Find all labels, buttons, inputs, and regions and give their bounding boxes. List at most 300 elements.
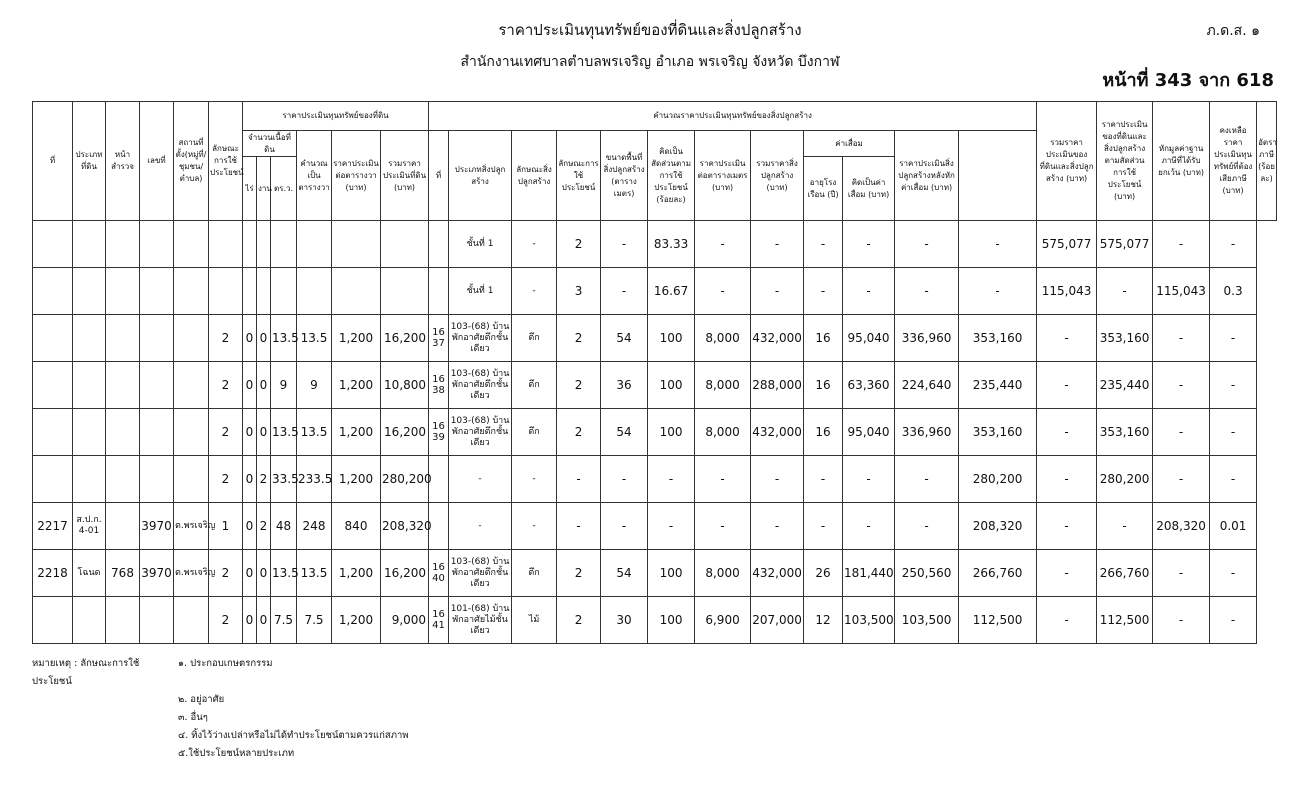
cell-bchar: - [512,456,557,503]
cell-by-usage: - [1037,409,1097,456]
cell-busage: 3 [557,268,601,315]
cell-remain: - [1153,456,1210,503]
cell-rate: - [1210,409,1257,456]
cell-doc-no [140,221,174,268]
col-by-usage: ราคาประเมินของที่ดินและสิ่งปลูกสร้างตามสัดส่วนการใช้ประโยชน์ (บาท) [1097,102,1153,221]
cell-doc-type [73,362,106,409]
cell-bnet: - [895,503,959,550]
cell-rai: 0 [243,362,257,409]
cell-age: 12 [804,597,843,644]
report-title: ราคาประเมินทุนทรัพย์ของที่ดินและสิ่งปลูกสร้าง [498,21,802,39]
cell-age: - [804,268,843,315]
cell-age: 26 [804,550,843,597]
cell-total: 280,200 [959,456,1037,503]
note-item: ๕.ใช้ประโยชน์หลายประเภท [178,748,295,759]
col-bchar: ลักษณะสิ่งปลูกสร้าง [512,131,557,221]
cell-remain: - [1153,550,1210,597]
cell-bprice: - [695,268,751,315]
cell-bprice: - [695,221,751,268]
cell-ngan: 0 [257,597,271,644]
note-item: ๑. ประกอบเกษตรกรรม [178,658,273,669]
cell-bnet: - [895,221,959,268]
cell-bno [429,221,449,268]
cell-bnet: - [895,268,959,315]
cell-busage: 2 [557,409,601,456]
cell-bpct: 100 [648,597,695,644]
cell-busage: 2 [557,597,601,644]
cell-exempt: 575,077 [1097,221,1153,268]
cell-rai [243,221,257,268]
cell-land-total: 10,800 [381,362,429,409]
cell-remain: 208,320 [1153,503,1210,550]
col-sqwa-total: คำนวณเป็นตารางวา [297,131,332,221]
cell-usage: 2 [209,409,243,456]
cell-rate: - [1210,362,1257,409]
cell-btype: 103-(68) บ้านพักอาศัยตึกชั้นเดียว [449,409,512,456]
cell-sqwa-total [297,268,332,315]
cell-bnet: 224,640 [895,362,959,409]
cell-bnet: 103,500 [895,597,959,644]
cell-ngan: 2 [257,456,271,503]
cell-busage: 2 [557,362,601,409]
cell-survey-page [106,409,140,456]
cell-doc-no [140,456,174,503]
cell-land-total: 16,200 [381,409,429,456]
cell-bpct: 83.33 [648,221,695,268]
cell-bchar: ไม้ [512,597,557,644]
cell-location [174,456,209,503]
cell-usage: 2 [209,456,243,503]
col-land-total: รวมราคาประเมินที่ดิน (บาท) [381,131,429,221]
cell-survey-page [106,597,140,644]
cell-dep: - [843,268,895,315]
cell-bno: 16 39 [429,409,449,456]
note-item: ๒. อยู่อาศัย [178,694,225,705]
cell-doc-no: 3970 [140,503,174,550]
cell-bpct: 100 [648,315,695,362]
cell-rai: 0 [243,409,257,456]
col-busage: ลักษณะการใช้ประโยชน์ [557,131,601,221]
cell-sqwa-total [297,221,332,268]
cell-by-usage: 575,077 [1037,221,1097,268]
col-remain: คงเหลือราคาประเมินทุนทรัพย์ที่ต้องเสียภาษี (บาท) [1210,102,1257,221]
cell-no [33,315,73,362]
cell-busage: 2 [557,550,601,597]
cell-survey-page [106,268,140,315]
cell-no [33,268,73,315]
cell-bchar: ตึก [512,315,557,362]
cell-bprice: 6,900 [695,597,751,644]
cell-no: 2218 [33,550,73,597]
cell-barea: 54 [601,409,648,456]
cell-bvalue: 288,000 [751,362,804,409]
cell-bprice: 8,000 [695,550,751,597]
cell-survey-page [106,362,140,409]
cell-wa: 7.5 [271,597,297,644]
cell-wa [271,221,297,268]
cell-doc-no [140,362,174,409]
col-bpct: คิดเป็นสัดส่วนตามการใช้ประโยชน์ (ร้อยละ) [648,131,695,221]
cell-sqwa-total: 13.5 [297,315,332,362]
cell-bpct: 100 [648,550,695,597]
cell-location: ต.พรเจริญ [174,503,209,550]
cell-survey-page [106,503,140,550]
cell-bno [429,268,449,315]
cell-wa: 9 [271,362,297,409]
cell-doc-type [73,409,106,456]
dep-group-header: ค่าเสื่อม [804,131,895,157]
cell-dep: 63,360 [843,362,895,409]
cell-age: 16 [804,409,843,456]
cell-barea: - [601,268,648,315]
col-exempt: หักมูลค่าฐานภาษีที่ได้รับยกเว้น (บาท) [1153,102,1210,221]
cell-bpct: 16.67 [648,268,695,315]
cell-rate: 0.3 [1210,268,1257,315]
cell-btype: - [449,503,512,550]
cell-sqwa-total: 13.5 [297,409,332,456]
cell-doc-no [140,315,174,362]
cell-bprice: - [695,456,751,503]
notes-label: หมายเหตุ : ลักษณะการใช้ประโยชน์ [32,658,140,687]
table-row [33,268,1277,315]
cell-rai: 0 [243,503,257,550]
col-location: สถานที่ตั้ง(หมู่ที่/ชุมชน/ตำบล) [174,102,209,221]
table-row [33,456,1277,503]
cell-bpct: 100 [648,362,695,409]
cell-btype: 103-(68) บ้านพักอาศัยตึกชั้นเดียว [449,315,512,362]
cell-land-total: 16,200 [381,315,429,362]
cell-exempt: 266,760 [1097,550,1153,597]
cell-bprice: 8,000 [695,409,751,456]
cell-usage: 2 [209,597,243,644]
cell-barea: - [601,503,648,550]
col-age: อายุโรงเรือน (ปี) [804,157,843,221]
cell-land-total [381,221,429,268]
cell-exempt: - [1097,503,1153,550]
cell-price-per-wa: 840 [332,503,381,550]
cell-ngan [257,221,271,268]
cell-total: 353,160 [959,315,1037,362]
cell-bvalue: - [751,221,804,268]
cell-ngan [257,268,271,315]
cell-rate: - [1210,315,1257,362]
cell-total: - [959,221,1037,268]
cell-doc-type: ส.ป.ก. 4-01 [73,503,106,550]
cell-remain: - [1153,362,1210,409]
cell-barea: 54 [601,315,648,362]
cell-total: - [959,268,1037,315]
col-ngan: งาน [257,157,271,221]
cell-land-total: 9,000 [381,597,429,644]
cell-by-usage: - [1037,550,1097,597]
cell-bpct: 100 [648,409,695,456]
cell-age: - [804,456,843,503]
cell-barea: - [601,221,648,268]
col-btype: ประเภทสิ่งปลูกสร้าง [449,131,512,221]
cell-total: 235,440 [959,362,1037,409]
cell-bnet: - [895,456,959,503]
cell-btype: 103-(68) บ้านพักอาศัยตึกชั้นเดียว [449,550,512,597]
cell-by-usage: - [1037,315,1097,362]
cell-doc-type [73,315,106,362]
cell-ngan: 2 [257,503,271,550]
report-subtitle: สำนักงานเทศบาลตำบลพรเจริญ อำเภอ พรเจริญ จังหวัด บึงกาฬ [460,54,840,70]
cell-usage [209,268,243,315]
cell-sqwa-total: 233.5 [297,456,332,503]
cell-remain: - [1153,221,1210,268]
cell-sqwa-total: 248 [297,503,332,550]
cell-doc-no [140,268,174,315]
cell-bchar: ตึก [512,409,557,456]
col-bno: ที่ [429,131,449,221]
cell-barea: 36 [601,362,648,409]
cell-bvalue: - [751,268,804,315]
cell-remain: - [1153,315,1210,362]
cell-bprice: 8,000 [695,362,751,409]
cell-bno: 16 37 [429,315,449,362]
cell-bnet: 336,960 [895,315,959,362]
cell-usage: 2 [209,550,243,597]
cell-rate: - [1210,456,1257,503]
col-rai: ไร่ [243,157,257,221]
cell-no [33,221,73,268]
cell-btype: - [449,456,512,503]
note-item: ๔. ทิ้งไว้ว่างเปล่าหรือไม่ได้ทำประโยชน์ตามควรแก่สภาพ [178,730,409,741]
cell-wa: 33.5 [271,456,297,503]
cell-age: - [804,503,843,550]
cell-age: 16 [804,362,843,409]
cell-bno: 16 41 [429,597,449,644]
cell-location [174,221,209,268]
col-survey-page: หน้าสำรวจ [106,102,140,221]
cell-land-total: 280,200 [381,456,429,503]
cell-total: 353,160 [959,409,1037,456]
cell-exempt: 280,200 [1097,456,1153,503]
cell-barea: 54 [601,550,648,597]
cell-dep: - [843,503,895,550]
cell-no [33,362,73,409]
cell-ngan: 0 [257,362,271,409]
cell-sqwa-total: 9 [297,362,332,409]
cell-total: 208,320 [959,503,1037,550]
cell-sqwa-total: 13.5 [297,550,332,597]
cell-dep: 95,040 [843,409,895,456]
cell-btype: 103-(68) บ้านพักอาศัยตึกชั้นเดียว [449,362,512,409]
cell-location [174,409,209,456]
cell-rate: - [1210,221,1257,268]
cell-bvalue: 207,000 [751,597,804,644]
cell-location [174,362,209,409]
cell-bchar: ตึก [512,362,557,409]
cell-land-total: 16,200 [381,550,429,597]
cell-by-usage: - [1037,456,1097,503]
cell-bnet: 336,960 [895,409,959,456]
cell-location: ต.พรเจริญ [174,550,209,597]
cell-dep: - [843,456,895,503]
cell-barea: 30 [601,597,648,644]
cell-bvalue: 432,000 [751,550,804,597]
table-row [33,550,1277,597]
assessment-table [32,101,1277,644]
cell-exempt: 353,160 [1097,409,1153,456]
cell-price-per-wa [332,221,381,268]
cell-price-per-wa: 1,200 [332,409,381,456]
cell-wa [271,268,297,315]
cell-busage: 2 [557,221,601,268]
col-doc-no: เลขที่ [140,102,174,221]
cell-wa: 13.5 [271,409,297,456]
cell-bnet: 250,560 [895,550,959,597]
cell-remain: - [1153,409,1210,456]
cell-exempt: 112,500 [1097,597,1153,644]
col-dep: คิดเป็นค่าเสื่อม (บาท) [843,157,895,221]
usage-notes [32,655,409,763]
cell-location [174,268,209,315]
cell-survey-page: 768 [106,550,140,597]
form-code: ภ.ด.ส. ๑ [1206,23,1260,39]
cell-remain: 115,043 [1153,268,1210,315]
cell-exempt: - [1097,268,1153,315]
cell-rai: 0 [243,456,257,503]
cell-price-per-wa: 1,200 [332,362,381,409]
cell-usage [209,221,243,268]
cell-total: 266,760 [959,550,1037,597]
col-bvalue: รวมราคาสิ่งปลูกสร้าง (บาท) [751,131,804,221]
col-bnet: ราคาประเมินสิ่งปลูกสร้างหลังหักค่าเสื่อม (บาท) [895,131,959,221]
col-bprice: ราคาประเมินต่อตารางเมตร (บาท) [695,131,751,221]
cell-exempt: 353,160 [1097,315,1153,362]
cell-bchar: ตึก [512,550,557,597]
cell-remain: - [1153,597,1210,644]
cell-bchar: - [512,503,557,550]
cell-age: - [804,221,843,268]
cell-bno: 16 40 [429,550,449,597]
cell-bvalue: - [751,456,804,503]
cell-bprice: 8,000 [695,315,751,362]
cell-doc-type [73,597,106,644]
cell-by-usage: - [1037,362,1097,409]
cell-bchar: - [512,221,557,268]
cell-doc-type [73,456,106,503]
page-number: หน้าที่ 343 จาก 618 [1102,70,1274,91]
cell-wa: 48 [271,503,297,550]
cell-by-usage: - [1037,503,1097,550]
table-row [33,362,1277,409]
cell-btype: 101-(68) บ้านพักอาศัยไม้ชั้นเดียว [449,597,512,644]
cell-location [174,597,209,644]
cell-rai: 0 [243,550,257,597]
cell-location [174,315,209,362]
cell-bpct: - [648,503,695,550]
table-row [33,221,1277,268]
cell-rate: 0.01 [1210,503,1257,550]
cell-rate: - [1210,550,1257,597]
area-group-header: จำนวนเนื้อที่ดิน [243,131,297,157]
cell-by-usage: - [1037,597,1097,644]
cell-doc-type [73,221,106,268]
cell-bvalue: 432,000 [751,315,804,362]
cell-bchar: - [512,268,557,315]
cell-sqwa-total: 7.5 [297,597,332,644]
note-item: ๓. อื่นๆ [178,712,208,723]
cell-ngan: 0 [257,409,271,456]
cell-age: 16 [804,315,843,362]
table-row [33,597,1277,644]
cell-survey-page [106,315,140,362]
cell-usage: 2 [209,315,243,362]
col-doc-type: ประเภทที่ดิน [73,102,106,221]
col-usage: ลักษณะการใช้ประโยชน์ [209,102,243,221]
cell-survey-page [106,456,140,503]
cell-bvalue: 432,000 [751,409,804,456]
land-group-header: ราคาประเมินทุนทรัพย์ของที่ดิน [243,102,429,131]
cell-price-per-wa: 1,200 [332,550,381,597]
building-group-header: คำนวณราคาประเมินทุนทรัพย์ของสิ่งปลูกสร้าง [429,102,1037,131]
cell-usage: 2 [209,362,243,409]
cell-ngan: 0 [257,315,271,362]
cell-doc-type [73,268,106,315]
cell-ngan: 0 [257,550,271,597]
cell-no [33,456,73,503]
cell-rai [243,268,257,315]
cell-doc-no [140,597,174,644]
col-no: ที่ [33,102,73,221]
cell-rate: - [1210,597,1257,644]
cell-btype: ชั้นที่ 1 [449,221,512,268]
cell-dep: 181,440 [843,550,895,597]
cell-wa: 13.5 [271,550,297,597]
cell-no [33,597,73,644]
cell-rai: 0 [243,597,257,644]
table-row [33,315,1277,362]
col-rate: อัตราภาษี (ร้อยละ) [1257,102,1277,221]
cell-price-per-wa: 1,200 [332,597,381,644]
cell-bpct: - [648,456,695,503]
cell-bprice: - [695,503,751,550]
cell-dep: - [843,221,895,268]
cell-dep: 95,040 [843,315,895,362]
cell-barea: - [601,456,648,503]
cell-doc-type: โฉนด [73,550,106,597]
cell-bno: 16 38 [429,362,449,409]
cell-no: 2217 [33,503,73,550]
cell-doc-no: 3970 [140,550,174,597]
cell-dep: 103,500 [843,597,895,644]
cell-wa: 13.5 [271,315,297,362]
col-price-per-wa: ราคาประเมินต่อตารางวา (บาท) [332,131,381,221]
col-wa: ตร.ว. [271,157,297,221]
cell-busage: 2 [557,315,601,362]
cell-busage: - [557,456,601,503]
cell-exempt: 235,440 [1097,362,1153,409]
table-row [33,503,1277,550]
cell-no [33,409,73,456]
cell-rai: 0 [243,315,257,362]
cell-survey-page [106,221,140,268]
col-total: รวมราคาประเมินของที่ดินและสิ่งปลูกสร้าง (บาท) [1037,102,1097,221]
cell-btype: ชั้นที่ 1 [449,268,512,315]
cell-price-per-wa: 1,200 [332,456,381,503]
col-barea: ขนาดพื้นที่สิ่งปลูกสร้าง (ตารางเมตร) [601,131,648,221]
cell-usage: 1 [209,503,243,550]
cell-total: 112,500 [959,597,1037,644]
cell-land-total [381,268,429,315]
cell-price-per-wa [332,268,381,315]
cell-doc-no [140,409,174,456]
cell-bvalue: - [751,503,804,550]
cell-by-usage: 115,043 [1037,268,1097,315]
cell-price-per-wa: 1,200 [332,315,381,362]
